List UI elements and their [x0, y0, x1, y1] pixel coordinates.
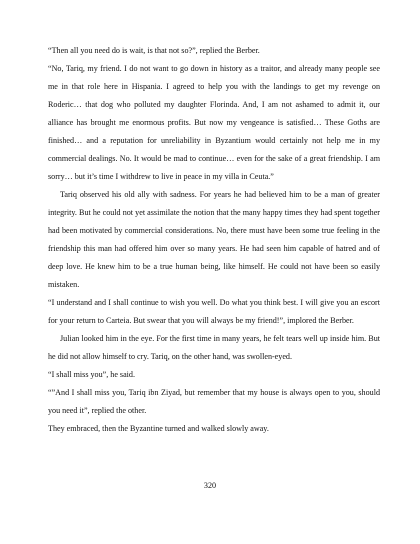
paragraph-julian-tears: Julian looked him in the eye. For the first time in many years, he felt tears well up inside him. But he did not allow himself to cry. Tariq, on the other hand, was swollen-eyed. [48, 334, 380, 361]
paragraph-tariq-observes: Tariq observed his old ally with sadness. For years he had believed him to be a man of greater integrity. But he could not yet assimilate the notion that the many happy times they had spent together had been motivated by commercial considerations. No, there must have been some true feeling in the friendship this man had offered him over so many years. He had seen him capable of hatred and of deep love. He knew him to be a true human being, like himself. He could not have been so easily mistaken. [48, 190, 380, 289]
body-text [48, 42, 380, 438]
paragraph-reply-other: “”And I shall miss you, Tariq ibn Ziyad, but remember that my house is always open to you, should you need it”, replied the other. [48, 388, 380, 415]
paragraph-miss-you: “I shall miss you”, he said. [48, 370, 135, 379]
paragraph-dialogue-berber-question: “Then all you need do is wait, is that not so?”, replied the Berber. [48, 46, 260, 55]
page-number: 320 [203, 481, 217, 490]
paragraph-embrace: They embraced, then the Byzantine turned and walked slowly away. [48, 424, 269, 433]
paragraph-julian-refusal: “No, Tariq, my friend. I do not want to go down in history as a traitor, and already many people see me in that role here in Hispania. I agreed to help you with the landings to get my revenge on Roderic… that dog who polluted my daughter Florinda. And, I am not ashamed to admit it, our alliance has brought me enormous profits. But now my vengeance is satisfied… These Goths are finished… and a reputation for unreliability in Byzantium would certainly not help me in my commercial dealings. No. It would be mad to continue… even for the sake of a great friendship. I am sorry… but it’s time I withdrew to live in peace in my villa in Ceuta.” [48, 64, 380, 181]
paragraph-tariq-escort: “I understand and I shall continue to wish you well. Do what you think best. I will give you an escort for your return to Carteia. But swear that you will always be my friend!”, implored the Berber. [48, 298, 380, 325]
